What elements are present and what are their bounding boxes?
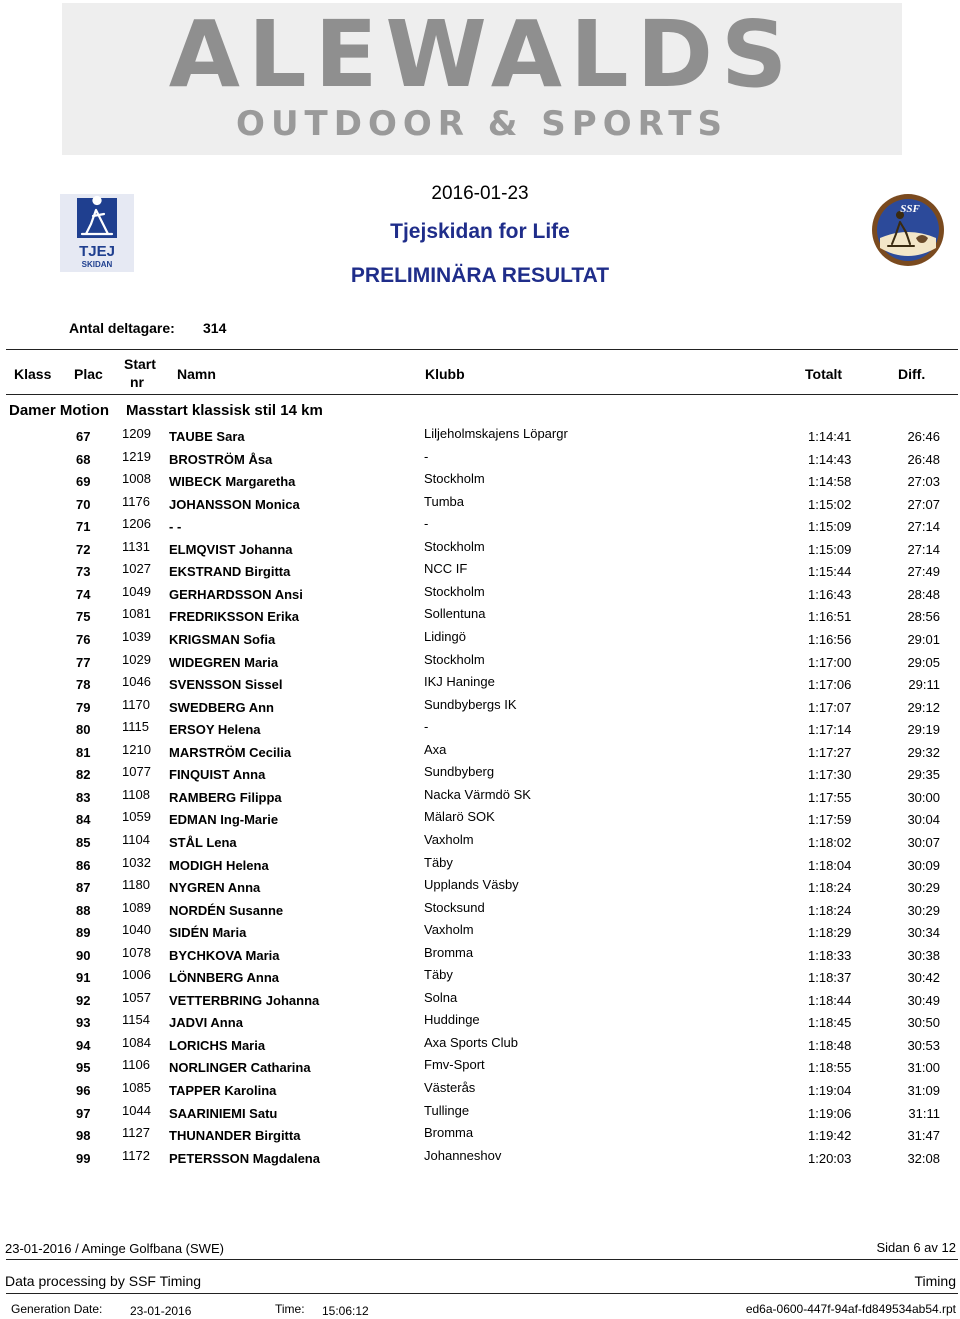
col-klass: Klass bbox=[14, 366, 52, 382]
cell-start-nr: 1044 bbox=[122, 1102, 151, 1118]
participants-label: Antal deltagare: bbox=[69, 320, 175, 336]
event-name: Tjejskidan for Life bbox=[390, 220, 570, 243]
cell-start-nr: 1209 bbox=[122, 426, 151, 441]
cell-name: MODIGH Helena bbox=[169, 857, 269, 873]
cell-name: TAUBE Sara bbox=[169, 429, 245, 444]
cell-diff: 30:50 bbox=[907, 1015, 940, 1031]
cell-start-nr: 1104 bbox=[122, 831, 150, 847]
cell-plac: 80 bbox=[76, 722, 91, 738]
cell-start-nr: 1115 bbox=[122, 719, 149, 735]
cell-total: 1:18:45 bbox=[808, 1015, 852, 1031]
cell-total: 1:18:37 bbox=[808, 970, 852, 986]
table-row bbox=[0, 1103, 960, 1125]
cell-start-nr: 1180 bbox=[122, 877, 150, 892]
cell-plac: 81 bbox=[76, 744, 91, 760]
footer-rule-2 bbox=[6, 1293, 958, 1294]
cell-diff: 29:05 bbox=[907, 654, 940, 670]
cell-name: THUNANDER Birgitta bbox=[169, 1128, 301, 1144]
cell-name: EKSTRAND Birgitta bbox=[169, 564, 291, 580]
cell-diff: 31:09 bbox=[907, 1083, 940, 1098]
cell-plac: 95 bbox=[76, 1060, 91, 1076]
table-row bbox=[0, 855, 960, 877]
cell-name: RAMBERG Filippa bbox=[169, 789, 282, 805]
cell-name: SIDÉN Maria bbox=[169, 925, 247, 941]
col-namn: Namn bbox=[177, 366, 216, 382]
cell-club: Tumba bbox=[424, 493, 464, 509]
cell-name: WIDEGREN Maria bbox=[169, 654, 279, 670]
report-file-name: ed6a-0600-447f-94af-fd849534ab54.rpt bbox=[745, 1302, 956, 1316]
cell-total: 1:18:55 bbox=[808, 1060, 852, 1076]
cell-total: 1:16:43 bbox=[808, 586, 852, 602]
cell-start-nr: 1085 bbox=[122, 1080, 151, 1095]
cell-total: 1:17:59 bbox=[808, 812, 852, 828]
cell-plac: 72 bbox=[76, 541, 91, 557]
table-row bbox=[0, 652, 960, 674]
cell-club: Nacka Värmdö SK bbox=[424, 786, 531, 802]
cell-plac: 90 bbox=[76, 947, 91, 963]
table-row bbox=[0, 832, 960, 854]
cell-plac: 85 bbox=[76, 834, 91, 850]
cell-start-nr: 1127 bbox=[122, 1125, 150, 1141]
cell-start-nr: 1039 bbox=[122, 629, 151, 644]
cell-start-nr: 1077 bbox=[122, 764, 151, 780]
generation-date-label: Generation Date: bbox=[11, 1302, 103, 1316]
cell-diff: 30:38 bbox=[907, 947, 940, 963]
cell-plac: 98 bbox=[76, 1128, 91, 1144]
cell-club: Bromma bbox=[424, 944, 474, 960]
cell-total: 1:16:56 bbox=[808, 632, 852, 647]
table-row bbox=[0, 877, 960, 899]
table-row bbox=[0, 629, 960, 651]
cell-start-nr: 1089 bbox=[122, 899, 151, 915]
cell-plac: 69 bbox=[76, 474, 91, 490]
cell-club: Huddinge bbox=[424, 1012, 480, 1028]
table-row bbox=[0, 809, 960, 831]
col-nr: nr bbox=[130, 374, 144, 390]
cell-club: Sundbyberg bbox=[424, 764, 495, 780]
cell-name: WIBECK Margaretha bbox=[169, 474, 296, 490]
cell-club: Vaxholm bbox=[424, 922, 474, 938]
cell-start-nr: 1078 bbox=[122, 944, 151, 960]
cell-diff: 30:07 bbox=[907, 834, 940, 850]
cell-plac: 92 bbox=[76, 992, 91, 1008]
cell-name: ELMQVIST Johanna bbox=[169, 541, 293, 557]
cell-total: 1:15:09 bbox=[808, 519, 852, 535]
cell-club: - bbox=[424, 719, 429, 735]
col-totalt: Totalt bbox=[805, 366, 843, 382]
cell-diff: 27:49 bbox=[907, 564, 940, 580]
cell-total: 1:17:55 bbox=[808, 789, 852, 805]
cell-total: 1:18:04 bbox=[808, 857, 852, 873]
cell-name: - - bbox=[169, 519, 182, 535]
cell-total: 1:15:02 bbox=[808, 496, 852, 512]
cell-plac: 96 bbox=[76, 1083, 91, 1098]
cell-start-nr: 1029 bbox=[122, 651, 151, 667]
cell-start-nr: 1206 bbox=[122, 516, 151, 532]
cell-name: NORLINGER Catharina bbox=[169, 1060, 311, 1076]
cell-plac: 93 bbox=[76, 1015, 91, 1031]
cell-diff: 30:29 bbox=[907, 902, 940, 918]
cell-plac: 89 bbox=[76, 925, 91, 941]
cell-total: 1:17:30 bbox=[808, 767, 852, 783]
cell-diff: 29:01 bbox=[907, 632, 940, 647]
cell-diff: 27:14 bbox=[907, 519, 940, 535]
cell-diff: 29:12 bbox=[907, 699, 940, 715]
cell-plac: 70 bbox=[76, 496, 91, 512]
time-value: 15:06:12 bbox=[322, 1304, 369, 1318]
cell-total: 1:14:58 bbox=[808, 474, 852, 490]
table-row bbox=[0, 1057, 960, 1079]
col-klubb: Klubb bbox=[425, 366, 465, 382]
cell-start-nr: 1008 bbox=[122, 471, 151, 487]
cell-start-nr: 1108 bbox=[122, 786, 150, 802]
cell-plac: 86 bbox=[76, 857, 91, 873]
cell-start-nr: 1027 bbox=[122, 561, 151, 577]
cell-name: NYGREN Anna bbox=[169, 880, 261, 895]
cell-club: Johanneshov bbox=[424, 1147, 502, 1163]
race-date: 2016-01-23 bbox=[431, 183, 529, 204]
cell-club: Solna bbox=[424, 989, 458, 1005]
cell-club: Axa Sports Club bbox=[424, 1034, 518, 1050]
cell-diff: 30:49 bbox=[907, 992, 940, 1008]
cell-diff: 27:03 bbox=[907, 474, 940, 490]
footer-venue: 23-01-2016 / Aminge Golfbana (SWE) bbox=[5, 1241, 224, 1256]
cell-club: Mälarö SOK bbox=[424, 809, 495, 825]
header-bottom-rule bbox=[6, 394, 958, 395]
table-row bbox=[0, 697, 960, 719]
cell-club: - bbox=[424, 516, 429, 532]
cell-diff: 26:46 bbox=[907, 429, 940, 444]
cell-name: SWEDBERG Ann bbox=[169, 699, 274, 715]
cell-plac: 82 bbox=[76, 767, 91, 783]
cell-name: SAARINIEMI Satu bbox=[169, 1105, 278, 1121]
cell-plac: 74 bbox=[76, 586, 91, 602]
cell-name: STÅL Lena bbox=[169, 834, 237, 850]
table-row bbox=[0, 561, 960, 583]
cell-club: Stockholm bbox=[424, 471, 485, 487]
footer-rule-1 bbox=[6, 1259, 958, 1260]
cell-plac: 67 bbox=[76, 429, 91, 444]
cell-name: ERSOY Helena bbox=[169, 722, 261, 738]
cell-diff: 29:11 bbox=[908, 677, 940, 692]
cell-start-nr: 1006 bbox=[122, 967, 151, 983]
sponsor-banner bbox=[62, 3, 902, 155]
cell-diff: 31:00 bbox=[907, 1060, 940, 1076]
results-title: PRELIMINÄRA RESULTAT bbox=[350, 264, 610, 287]
table-row bbox=[0, 449, 960, 471]
cell-total: 1:18:33 bbox=[808, 947, 852, 963]
cell-diff: 30:00 bbox=[907, 789, 940, 805]
cell-diff: 30:04 bbox=[907, 812, 940, 828]
cell-start-nr: 1106 bbox=[122, 1057, 150, 1073]
table-row bbox=[0, 539, 960, 561]
cell-name: JOHANSSON Monica bbox=[169, 496, 300, 512]
table-row bbox=[0, 990, 960, 1012]
cell-total: 1:16:51 bbox=[808, 609, 852, 625]
cell-total: 1:18:48 bbox=[808, 1037, 852, 1053]
cell-club: Upplands Väsby bbox=[424, 877, 519, 892]
cell-club: Västerås bbox=[424, 1080, 476, 1095]
cell-start-nr: 1170 bbox=[122, 696, 150, 712]
cell-diff: 28:48 bbox=[907, 586, 940, 602]
cell-start-nr: 1040 bbox=[122, 922, 151, 938]
cell-club: Liljeholmskajens Löpargr bbox=[424, 426, 568, 441]
cell-club: Axa bbox=[424, 741, 447, 757]
table-row bbox=[0, 900, 960, 922]
cell-plac: 76 bbox=[76, 632, 91, 647]
cell-diff: 27:07 bbox=[907, 496, 940, 512]
cell-plac: 75 bbox=[76, 609, 91, 625]
table-row bbox=[0, 787, 960, 809]
cell-name: TAPPER Karolina bbox=[169, 1083, 277, 1098]
cell-plac: 88 bbox=[76, 902, 91, 918]
cell-start-nr: 1219 bbox=[122, 448, 151, 464]
cell-name: LORICHS Maria bbox=[169, 1037, 266, 1053]
ssf-logo-text: SSF bbox=[900, 203, 920, 215]
cell-total: 1:17:00 bbox=[808, 654, 852, 670]
footer-timing: Timing bbox=[914, 1273, 956, 1289]
cell-plac: 91 bbox=[76, 970, 91, 986]
table-row bbox=[0, 426, 960, 448]
table-row bbox=[0, 516, 960, 538]
cell-name: NORDÉN Susanne bbox=[169, 902, 284, 918]
cell-total: 1:14:43 bbox=[808, 451, 852, 467]
table-row bbox=[0, 945, 960, 967]
cell-name: JADVI Anna bbox=[169, 1015, 243, 1031]
cell-club: IKJ Haninge bbox=[424, 674, 495, 689]
cell-diff: 28:56 bbox=[907, 609, 940, 625]
cell-name: MARSTRÖM Cecilia bbox=[169, 744, 292, 760]
table-row bbox=[0, 1148, 960, 1170]
footer-processing: Data processing by SSF Timing bbox=[5, 1273, 202, 1289]
cell-name: FREDRIKSSON Erika bbox=[169, 609, 300, 625]
cell-club: Sundbybergs IK bbox=[424, 696, 517, 712]
cell-start-nr: 1176 bbox=[122, 493, 150, 509]
cell-name: LÖNNBERG Anna bbox=[169, 970, 280, 986]
cell-plac: 83 bbox=[76, 789, 91, 805]
cell-plac: 99 bbox=[76, 1150, 91, 1166]
cell-diff: 30:09 bbox=[907, 857, 940, 873]
cell-total: 1:18:24 bbox=[808, 902, 852, 918]
cell-diff: 30:53 bbox=[907, 1037, 940, 1053]
cell-name: FINQUIST Anna bbox=[169, 767, 266, 783]
cell-club: NCC IF bbox=[424, 561, 468, 577]
cell-total: 1:19:42 bbox=[808, 1128, 852, 1144]
cell-club: Stocksund bbox=[424, 899, 485, 915]
cell-total: 1:15:09 bbox=[808, 541, 852, 557]
table-row bbox=[0, 1125, 960, 1147]
footer-page-number: Sidan 6 av 12 bbox=[876, 1240, 956, 1255]
class-name: Damer Motion bbox=[9, 402, 110, 419]
table-row bbox=[0, 1012, 960, 1034]
cell-start-nr: 1032 bbox=[122, 854, 151, 870]
cell-total: 1:19:06 bbox=[808, 1105, 852, 1121]
cell-total: 1:15:44 bbox=[808, 564, 852, 580]
cell-start-nr: 1046 bbox=[122, 674, 151, 689]
cell-club: Stockholm bbox=[424, 651, 485, 667]
cell-start-nr: 1059 bbox=[122, 809, 151, 825]
cell-start-nr: 1084 bbox=[122, 1034, 151, 1050]
header-top-rule bbox=[6, 349, 958, 350]
cell-total: 1:19:04 bbox=[808, 1083, 852, 1098]
cell-plac: 97 bbox=[76, 1105, 91, 1121]
cell-club: Täby bbox=[424, 967, 453, 983]
cell-club: Sollentuna bbox=[424, 606, 486, 622]
cell-name: VETTERBRING Johanna bbox=[169, 992, 320, 1008]
cell-diff: 30:42 bbox=[907, 970, 940, 986]
time-label: Time: bbox=[275, 1302, 305, 1316]
cell-total: 1:17:06 bbox=[808, 677, 852, 692]
cell-diff: 30:29 bbox=[907, 880, 940, 895]
cell-club: Bromma bbox=[424, 1125, 474, 1141]
table-row bbox=[0, 494, 960, 516]
cell-diff: 29:32 bbox=[907, 744, 940, 760]
col-start: Start bbox=[124, 356, 156, 372]
table-row bbox=[0, 471, 960, 493]
cell-club: Stockholm bbox=[424, 538, 485, 554]
table-row bbox=[0, 764, 960, 786]
cell-diff: 30:34 bbox=[907, 925, 940, 941]
cell-club: - bbox=[424, 448, 429, 464]
cell-total: 1:17:14 bbox=[808, 722, 852, 738]
cell-start-nr: 1172 bbox=[122, 1147, 150, 1163]
cell-name: BYCHKOVA Maria bbox=[169, 947, 280, 963]
cell-name: BROSTRÖM Åsa bbox=[169, 451, 273, 467]
cell-club: Fmv-Sport bbox=[424, 1057, 485, 1073]
class-description: Masstart klassisk stil 14 km bbox=[126, 402, 323, 419]
cell-plac: 77 bbox=[76, 654, 91, 670]
skidan-logo-text: SKIDAN bbox=[81, 260, 113, 269]
cell-start-nr: 1154 bbox=[122, 1012, 150, 1028]
table-row bbox=[0, 1080, 960, 1102]
cell-name: SVENSSON Sissel bbox=[169, 677, 283, 692]
cell-total: 1:14:41 bbox=[808, 429, 852, 444]
cell-diff: 31:47 bbox=[907, 1128, 940, 1144]
cell-diff: 29:19 bbox=[907, 722, 940, 738]
table-row bbox=[0, 922, 960, 944]
cell-start-nr: 1081 bbox=[122, 606, 151, 622]
participants-count: 314 bbox=[203, 320, 227, 336]
cell-name: EDMAN Ing-Marie bbox=[169, 812, 279, 828]
table-row bbox=[0, 674, 960, 696]
table-row bbox=[0, 584, 960, 606]
cell-club: Vaxholm bbox=[424, 831, 474, 847]
cell-total: 1:18:24 bbox=[808, 880, 852, 895]
cell-diff: 29:35 bbox=[907, 767, 940, 783]
cell-total: 1:17:07 bbox=[808, 699, 852, 715]
cell-name: PETERSSON Magdalena bbox=[169, 1150, 320, 1166]
cell-name: GERHARDSSON Ansi bbox=[169, 586, 303, 602]
cell-start-nr: 1210 bbox=[122, 741, 151, 757]
cell-total: 1:18:44 bbox=[808, 992, 852, 1008]
cell-total: 1:17:27 bbox=[808, 744, 852, 760]
cell-plac: 71 bbox=[76, 519, 91, 535]
cell-plac: 94 bbox=[76, 1037, 91, 1053]
generation-date-value: 23-01-2016 bbox=[130, 1304, 192, 1318]
cell-total: 1:20:03 bbox=[808, 1150, 852, 1166]
cell-diff: 26:48 bbox=[907, 451, 940, 467]
banner-brand: ALEWALDS bbox=[168, 1, 796, 108]
cell-plac: 68 bbox=[76, 451, 91, 467]
banner-subtitle: OUTDOOR & SPORTS bbox=[236, 104, 728, 144]
cell-start-nr: 1049 bbox=[122, 583, 151, 599]
cell-plac: 84 bbox=[76, 812, 91, 828]
cell-total: 1:18:29 bbox=[808, 925, 852, 941]
col-diff: Diff. bbox=[898, 366, 926, 382]
cell-plac: 78 bbox=[76, 677, 91, 692]
cell-name: KRIGSMAN Sofia bbox=[169, 632, 276, 647]
cell-club: Täby bbox=[424, 854, 453, 870]
cell-diff: 31:11 bbox=[908, 1105, 940, 1121]
cell-diff: 32:08 bbox=[907, 1150, 940, 1166]
cell-start-nr: 1131 bbox=[122, 538, 150, 554]
cell-club: Lidingö bbox=[424, 629, 466, 644]
cell-plac: 87 bbox=[76, 880, 91, 895]
cell-start-nr: 1057 bbox=[122, 989, 151, 1005]
table-row bbox=[0, 1035, 960, 1057]
cell-club: Tullinge bbox=[424, 1102, 470, 1118]
table-row bbox=[0, 967, 960, 989]
cell-diff: 27:14 bbox=[907, 541, 940, 557]
cell-plac: 79 bbox=[76, 699, 91, 715]
table-row bbox=[0, 742, 960, 764]
table-row bbox=[0, 606, 960, 628]
tjej-logo-text: TJEJ bbox=[79, 243, 115, 260]
table-row bbox=[0, 719, 960, 741]
col-plac: Plac bbox=[74, 366, 103, 382]
cell-club: Stockholm bbox=[424, 583, 485, 599]
cell-plac: 73 bbox=[76, 564, 91, 580]
cell-total: 1:18:02 bbox=[808, 834, 852, 850]
